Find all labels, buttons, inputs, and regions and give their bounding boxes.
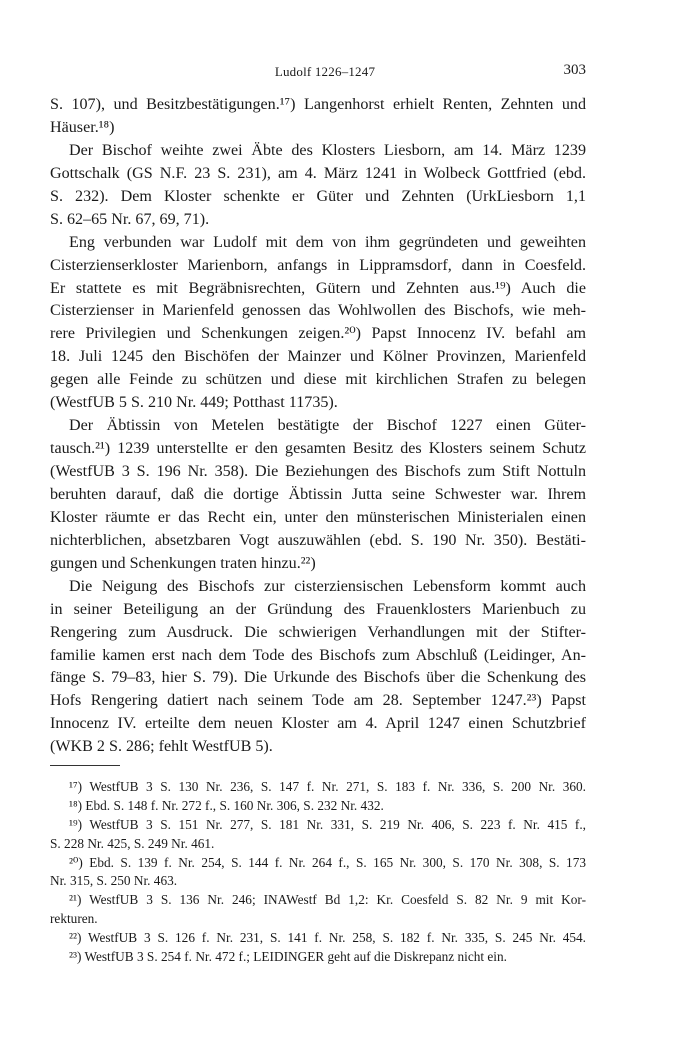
footnote-line: ²⁰) Ebd. S. 139 f. Nr. 254, S. 144 f. Nr. 264 f., S. 165 Nr. 300, S. 170 Nr. 308, S. 173	[69, 854, 586, 870]
text-line: tausch.²¹) 1239 unterstellte er den gesamten Besitz des Klosters seinem Schutz	[50, 440, 586, 458]
main-text	[50, 94, 586, 759]
footnote-line: S. 228 Nr. 425, S. 249 Nr. 461.	[50, 835, 215, 851]
footnote-line: ¹⁸) Ebd. S. 148 f. Nr. 272 f., S. 160 Nr. 306, S. 232 Nr. 432.	[69, 797, 384, 813]
text-line: fänge S. 79–83, hier S. 79). Die Urkunde des Bischofs über die Schenkung des	[50, 669, 586, 687]
page-number: 303	[563, 62, 586, 78]
footnote-separator	[50, 765, 120, 766]
text-line: (WestfUB 3 S. 196 Nr. 358). Die Beziehungen des Bischofs zum Stift Nottuln	[50, 463, 586, 480]
footnotes	[50, 778, 586, 967]
footnote-line: ²²) WestfUB 3 S. 126 f. Nr. 231, S. 141 f. Nr. 258, S. 182 f. Nr. 335, S. 245 Nr. 454.	[69, 930, 586, 946]
text-line: Hofs Rengering datiert nach seinem Tode am 28. September 1247.²³) Papst	[50, 692, 586, 710]
text-line: Rengering zum Ausdruck. Die schwierigen Verhandlungen mit der Stifter-	[50, 623, 586, 641]
text-line: Innocenz IV. erteilte dem neuen Kloster am 4. April 1247 einen Schutzbrief	[50, 715, 586, 733]
text-line: S. 107), und Besitzbestätigungen.¹⁷) Langenhorst erhielt Renten, Zehnten und	[50, 96, 586, 113]
text-line: Kloster räumte er das Recht ein, unter den münsterischen Ministerialen einen	[50, 508, 586, 526]
text-line: Eng verbunden war Ludolf mit dem von ihm gegründeten und geweihten	[69, 233, 586, 251]
text-line: S. 62–65 Nr. 67, 69, 71).	[50, 210, 210, 228]
text-line: rere Privilegien und Schenkungen zeigen.²⁰) Papst Innocenz IV. befahl am	[50, 325, 586, 343]
text-line: gungen und Schenkungen traten hinzu.²²)	[50, 554, 316, 572]
text-line: familie kamen erst nach dem Tode des Bischofs zum Abschluß (Leidinger, An-	[50, 646, 586, 664]
text-line: Der Bischof weihte zwei Äbte des Klosters Liesborn, am 14. März 1239	[69, 141, 586, 159]
text-line: Cisterzienser in Marienfeld genossen das Wohlwollen des Bischofs, wie meh-	[50, 302, 586, 320]
text-line: Der Äbtissin von Metelen bestätigte der Bischof 1227 einen Güter-	[69, 417, 586, 435]
footnote-line: ²³) WestfUB 3 S. 254 f. Nr. 472 f.; LEIDINGER geht auf die Diskrepanz nicht ein.	[69, 949, 507, 965]
footnote-line: ²¹) WestfUB 3 S. 136 Nr. 246; INAWestf Bd 1,2: Kr. Coesfeld S. 82 Nr. 9 mit Kor-	[69, 892, 586, 908]
text-line: (WestfUB 5 S. 210 Nr. 449; Potthast 11735).	[50, 394, 338, 412]
footnote-line: rekturen.	[50, 911, 98, 927]
text-line: (WKB 2 S. 286; fehlt WestfUB 5).	[50, 738, 273, 756]
text-line: 18. Juli 1245 den Bischöfen der Mainzer und Kölner Provinzen, Marienfeld	[50, 348, 586, 366]
running-head: Ludolf 1226–1247	[274, 64, 376, 79]
text-line: beruhten darauf, daß die dortige Äbtissin Jutta seine Schwester war. Ihrem	[50, 485, 586, 503]
text-line: Gottschalk (GS N.F. 23 S. 231), am 4. März 1241 in Wolbeck Gottfried (ebd.	[50, 164, 586, 182]
text-line: in seiner Beteiligung an der Gründung des Frauenklosters Marienbuch zu	[50, 600, 586, 618]
text-line: Die Neigung des Bischofs zur cisterziensischen Lebensform kommt auch	[69, 577, 586, 595]
text-line: Er stattete es mit Begräbnisrechten, Gütern und Zehnten aus.¹⁹) Auch die	[50, 279, 586, 297]
footnote-line: ¹⁷) WestfUB 3 S. 130 Nr. 236, S. 147 f. Nr. 271, S. 183 f. Nr. 336, S. 200 Nr. 360.	[69, 779, 586, 794]
text-line: Cisterzienserkloster Marienborn, anfangs in Lippramsdorf, dann in Coesfeld.	[50, 256, 586, 274]
text-line: gegen alle Feinde zu schützen und diese mit kirchlichen Strafen zu belegen	[50, 371, 586, 389]
text-line: Häuser.¹⁸)	[50, 118, 115, 136]
text-line: S. 232). Dem Kloster schenkte er Güter und Zehnten (UrkLiesborn 1,1	[50, 187, 586, 205]
footnote-line: Nr. 315, S. 250 Nr. 463.	[50, 873, 178, 889]
text-line: nichterblichen, absetzbaren Vogt auszuwählen (ebd. S. 190 Nr. 350). Bestäti-	[50, 531, 586, 549]
footnote-line: ¹⁹) WestfUB 3 S. 151 Nr. 277, S. 181 Nr. 331, S. 219 Nr. 406, S. 223 f. Nr. 415 f.,	[69, 816, 586, 832]
